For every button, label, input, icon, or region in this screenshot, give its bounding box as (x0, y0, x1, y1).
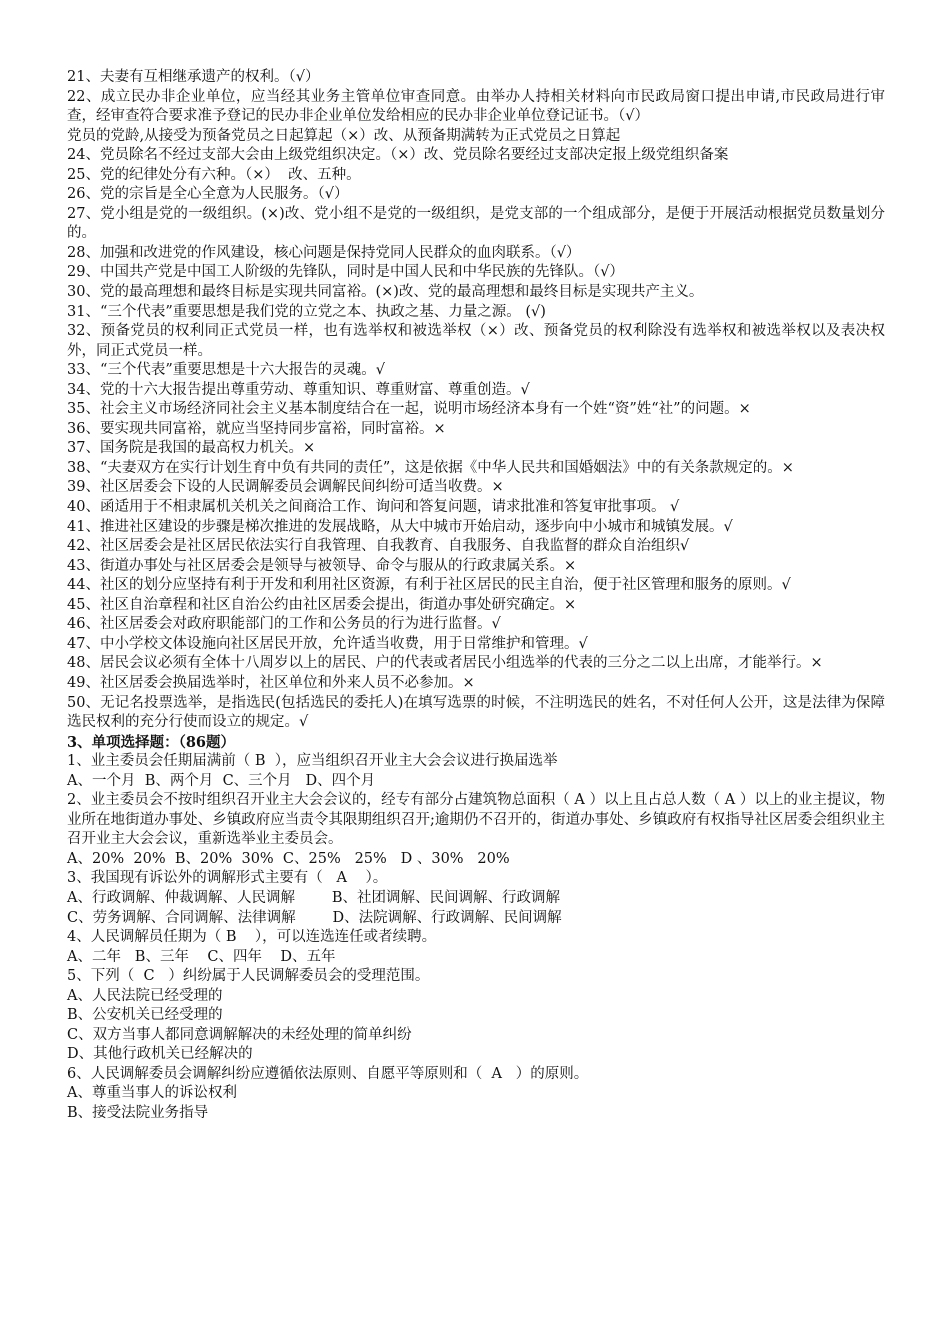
question-line: B、公安机关已经受理的 (67, 1007, 223, 1024)
text-line: 41、推进社区建设的步骤是梯次推进的发展战略，从大中城市开始启动，逐步向中小城市和城镇发展。√ (67, 518, 733, 535)
text-line: 21、夫妻有互相继承遗产的权利。（√） (67, 69, 320, 85)
question-line: 1、业主委员会任期届满前（ B ），应当组织召开业主大会会议进行换届选举 (67, 753, 558, 770)
text-line: 27、党小组是党的一级组织。(×)改、党小组不是党的一级组织，是党支部的一个组成部分，是便于开展活动根据党员数量划分的。 (67, 205, 885, 242)
text-line: 党员的党龄,从接受为预备党员之日起算起（×）改、从预备期满转为正式党员之日算起 (67, 127, 621, 144)
text-line: 26、党的宗旨是全心全意为人民服务。（√） (67, 186, 349, 203)
question-line: A、20% 20% B、20% 30% C、25% 25% D 、30% 20% (67, 850, 510, 867)
question-line: 2、业主委员会不按时组织召开业主大会会议的，经专有部分占建筑物总面积（ A ）以上且占总人数（ A ）以上的业主提议，物业所在地街道办事处、乡镇政府应当责令其限期组织召开;逾期仍不召开的，街道办事处、乡镇政府有权指导社区居委会组织业主召开业主大会会议，重新选举业主委员会。 (67, 792, 885, 848)
question-line: 6、人民调解委员会调解纠纷应遵循依法原则、自愿平等原则和（ A ）的原则。 (67, 1065, 589, 1082)
text-line: 31、“三个代表”重要思想是我们党的立党之本、执政之基、力量之源。 (√) (67, 303, 546, 320)
question-line: A、一个月 B、两个月 C、三个月 D、四个月 (67, 772, 376, 789)
question-line: 3、我国现有诉讼外的调解形式主要有（ A ）。 (67, 870, 388, 887)
text-line: 44、社区的划分应坚持有利于开发和利用社区资源，有利于社区居民的民主自治，便于社区管理和服务的原则。√ (67, 577, 791, 594)
question-line: 5、下列（ C ）纠纷属于人民调解委员会的受理范围。 (67, 968, 430, 985)
text-line: 32、预备党员的权利同正式党员一样，也有选举权和被选举权（×）改、预备党员的权利除没有选举权和被选举权以及表决权外，同正式党员一样。 (67, 323, 885, 359)
text-line: 24、党员除名不经过支部大会由上级党组织决定。（×）改、党员除名要经过支部决定报上级党组织备案 (67, 147, 729, 164)
text-line: 47、中小学校文体设施向社区居民开放，允许适当收费，用于日常维护和管理。√ (67, 635, 588, 652)
text-line: 34、党的十六大报告提出尊重劳动、尊重知识、尊重财富、尊重创造。√ (67, 381, 530, 398)
question-line: B、接受法院业务指导 (67, 1104, 209, 1121)
question-line: C、双方当事人都同意调解解决的未经处理的简单纠纷 (67, 1026, 412, 1043)
text-line: 46、社区居委会对政府职能部门的工作和公务员的行为进行监督。√ (67, 616, 501, 633)
section-heading: 3、单项选择题：（86题） (67, 733, 236, 751)
text-line: 45、社区自治章程和社区自治公约由社区居委会提出，街道办事处研究确定。× (67, 596, 577, 613)
document-page (67, 68, 885, 1124)
question-line: 4、人民调解员任期为（ B ），可以连选连任或者续聘。 (67, 929, 437, 946)
text-line: 33、“三个代表”重要思想是十六大报告的灵魂。√ (67, 362, 386, 379)
text-line: 43、街道办事处与社区居委会是领导与被领导、命令与服从的行政隶属关系。× (67, 557, 577, 574)
text-line: 38、“夫妻双方在实行计划生育中负有共同的责任”，这是依据《中华人民共和国婚姻法》中的有关条款规定的。× (67, 459, 794, 476)
question-line: A、二年 B、三年 C、四年 D、五年 (67, 948, 336, 965)
question-line: C、劳务调解、合同调解、法律调解 D、法院调解、行政调解、民间调解 (67, 909, 562, 926)
question-line: D、其他行政机关已经解决的 (67, 1046, 253, 1063)
text-line: 29、中国共产党是中国工人阶级的先锋队，同时是中国人民和中华民族的先锋队。（√） (67, 264, 624, 281)
question-line: A、人民法院已经受理的 (67, 987, 223, 1004)
text-line: 25、党的纪律处分有六种。（×） 改、五种。 (67, 166, 361, 183)
text-line: 42、社区居委会是社区居民依法实行自我管理、自我教育、自我服务、自我监督的群众自治组织√ (67, 538, 690, 555)
text-line: 28、加强和改进党的作风建设，核心问题是保持党同人民群众的血肉联系。（√） (67, 244, 581, 261)
text-line: 48、居民会议必须有全体十八周岁以上的居民、户的代表或者居民小组选举的代表的三分之二以上出席，才能举行。× (67, 655, 823, 672)
text-line: 37、国务院是我国的最高权力机关。× (67, 440, 316, 457)
text-line: 35、社会主义市场经济同社会主义基本制度结合在一起，说明市场经济本身有一个姓“资”姓“社”的问题。× (67, 401, 751, 418)
text-line: 50、无记名投票选举，是指选民(包括选民的委托人)在填写选票的时候，不注明选民的姓名，不对任何人公开，这是法律为保障选民权利的充分行使而设立的规定。√ (67, 694, 885, 731)
text-line: 22、成立民办非企业单位，应当经其业务主管单位审查同意。由举办人持相关材料向市民政局窗口提出申请,市民政局进行审查，经审查符合要求准予登记的民办非企业单位发给相应的民办非企业单位登记证书。（√） (67, 88, 885, 125)
text-line: 49、社区居委会换届选举时，社区单位和外来人员不必参加。× (67, 674, 475, 691)
text-line: 36、要实现共同富裕，就应当坚持同步富裕，同时富裕。× (67, 420, 446, 437)
text-line: 30、党的最高理想和最终目标是实现共同富裕。(×)改、党的最高理想和最终目标是实现共产主义。 (67, 284, 704, 301)
question-line: A、行政调解、仲裁调解、人民调解 B、社团调解、民间调解、行政调解 (67, 889, 560, 906)
question-line: A、尊重当事人的诉讼权利 (67, 1085, 237, 1102)
text-line: 40、函适用于不相隶属机关机关之间商洽工作、询问和答复问题，请求批准和答复审批事项。 √ (67, 499, 680, 516)
text-line: 39、社区居委会下设的人民调解委员会调解民间纠纷可适当收费。× (67, 479, 504, 496)
